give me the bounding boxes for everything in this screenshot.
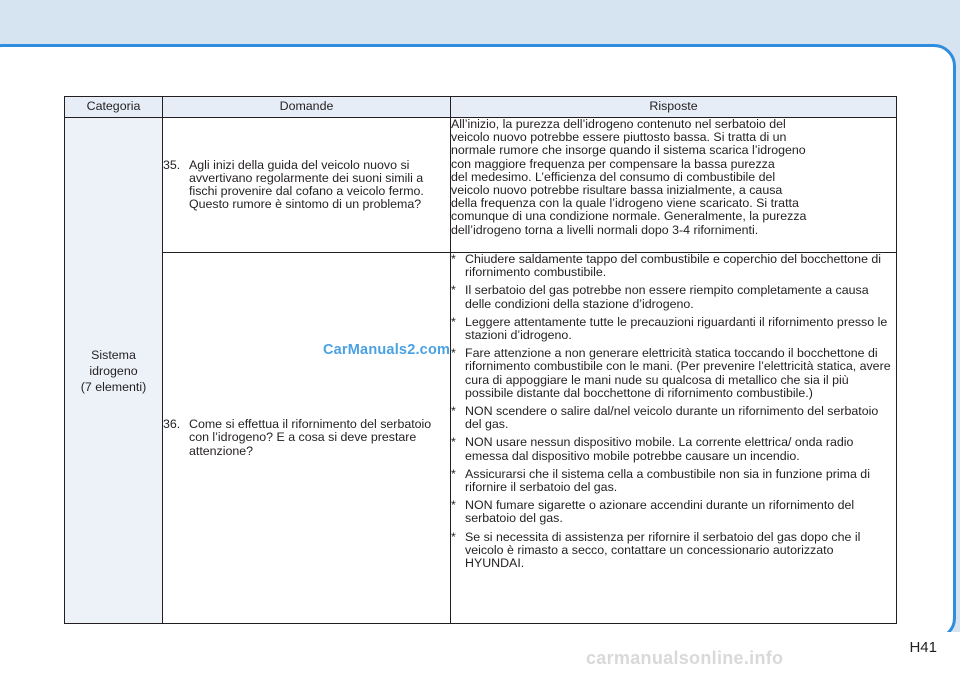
watermark-link[interactable]: CarManuals2.com: [323, 342, 451, 358]
bullet-marker: *: [451, 498, 456, 513]
header-question: Domande: [163, 97, 451, 118]
list-item: [451, 468, 896, 494]
answer-cell: [451, 118, 897, 253]
bullet-marker: *: [451, 529, 456, 544]
page-number: H41: [909, 639, 937, 656]
list-item: [451, 436, 896, 462]
question-cell: [163, 253, 451, 624]
list-item: [451, 347, 896, 400]
list-item: [451, 499, 896, 525]
header-category: Categoria: [65, 97, 163, 118]
bullet-text: NON fumare sigarette o azionare accendini durante un rifornimento del serbatoio del gas.: [465, 498, 855, 526]
bullet-text: Assicurarsi che il sistema cella a combustibile non sia in funzione prima di rifornire il serbatoio del gas.: [465, 466, 870, 495]
bullet-text: NON usare nessun dispositivo mobile. La corrente elettrica/ onda radio emessa dal dispositivo mobile potrebbe causare un incendio.: [465, 435, 854, 463]
category-line: idrogeno: [89, 363, 138, 378]
answer-line: All’inizio, la purezza dell’idrogeno contenuto nel serbatoio del: [451, 117, 786, 131]
question-number: 35.: [163, 157, 181, 172]
page-bottom-margin: [0, 632, 960, 677]
answer-line: del medesimo. L’efficienza del consumo di combustibile del: [451, 169, 776, 184]
answer-cell: [451, 253, 897, 624]
category-line: (7 elementi): [80, 379, 147, 394]
question-text: Come si effettua il rifornimento del serbatoio con l’idrogeno? E a cosa si deve prestare attenzione?: [189, 417, 432, 458]
question-cell: [163, 118, 451, 253]
question-number: 36.: [163, 417, 181, 432]
bullet-text: Chiudere saldamente tappo del combustibile e coperchio del bocchettone di rifornimento combustibile.: [465, 252, 882, 280]
list-item: [451, 253, 896, 279]
bullet-marker: *: [451, 314, 456, 329]
answer-line: veicolo nuovo potrebbe essere piuttosto bassa. Si tratta di un: [451, 130, 787, 145]
bullet-marker: *: [451, 466, 456, 481]
category-cell: [65, 118, 163, 624]
answer-line: della frequenza con la quale l’idrogeno viene scaricato. Si tratta: [451, 196, 799, 211]
bullet-text: Leggere attentamente tutte le precauzioni riguardanti il rifornimento presso le stazioni d’idrogeno.: [465, 314, 888, 343]
list-item: [451, 284, 896, 310]
answer-line: con maggiore frequenza per compensare la bassa purezza: [451, 156, 775, 171]
bullet-text: NON scendere o salire dal/nel veicolo durante un rifornimento del serbatoio del gas.: [465, 404, 879, 432]
footer-watermark: carmanualsonline.info: [586, 648, 784, 668]
bullet-text: Se si necessita di assistenza per rifornire il serbatoio del gas dopo che il veicolo è rimasto a secco, contattare un concessionario autorizzato HYUNDAI.: [465, 529, 861, 571]
header-answer: Risposte: [451, 97, 897, 118]
bullet-marker: *: [451, 404, 456, 419]
faq-table: [64, 96, 897, 624]
table-row: [65, 118, 897, 253]
bullet-marker: *: [451, 252, 456, 266]
bullet-marker: *: [451, 346, 456, 361]
bullet-text: Fare attenzione a non generare elettricità statica toccando il bocchettone di rifornimento combustibile con le mani. (Per prevenire l’elettricità statica, avere cura di appoggiare le mani nude su qualcosa di metallico che sia il più possibile distante dal bocchettone di rifornimento combustibile.): [465, 346, 891, 400]
table-row: [65, 253, 897, 624]
list-item: [451, 405, 896, 431]
bullet-text: Il serbatoio del gas potrebbe non essere riempito completamente a causa delle condizioni della stazione d’idrogeno.: [465, 283, 869, 311]
answer-line: normale rumore che insorge quando il sistema scarica l’idrogeno: [451, 143, 806, 158]
question-text: Agli inizi della guida del veicolo nuovo si avvertivano regolarmente dei suoni simili a fischi provenire dal cofano a veicolo fermo. Questo rumore è sintomo di un problema?: [189, 157, 424, 212]
answer-line: veicolo nuovo potrebbe risultare bassa inizialmente, a causa: [451, 183, 783, 198]
list-item: [451, 316, 896, 342]
category-line: Sistema: [91, 347, 136, 362]
list-item: [451, 531, 896, 571]
bullet-marker: *: [451, 283, 456, 298]
answer-line: comunque di una condizione normale. Generalmente, la purezza: [451, 209, 807, 224]
answer-line: dell’idrogeno torna a livelli normali dopo 3-4 rifornimenti.: [451, 222, 759, 237]
table-header-row: [65, 97, 897, 118]
bullet-marker: *: [451, 435, 456, 450]
